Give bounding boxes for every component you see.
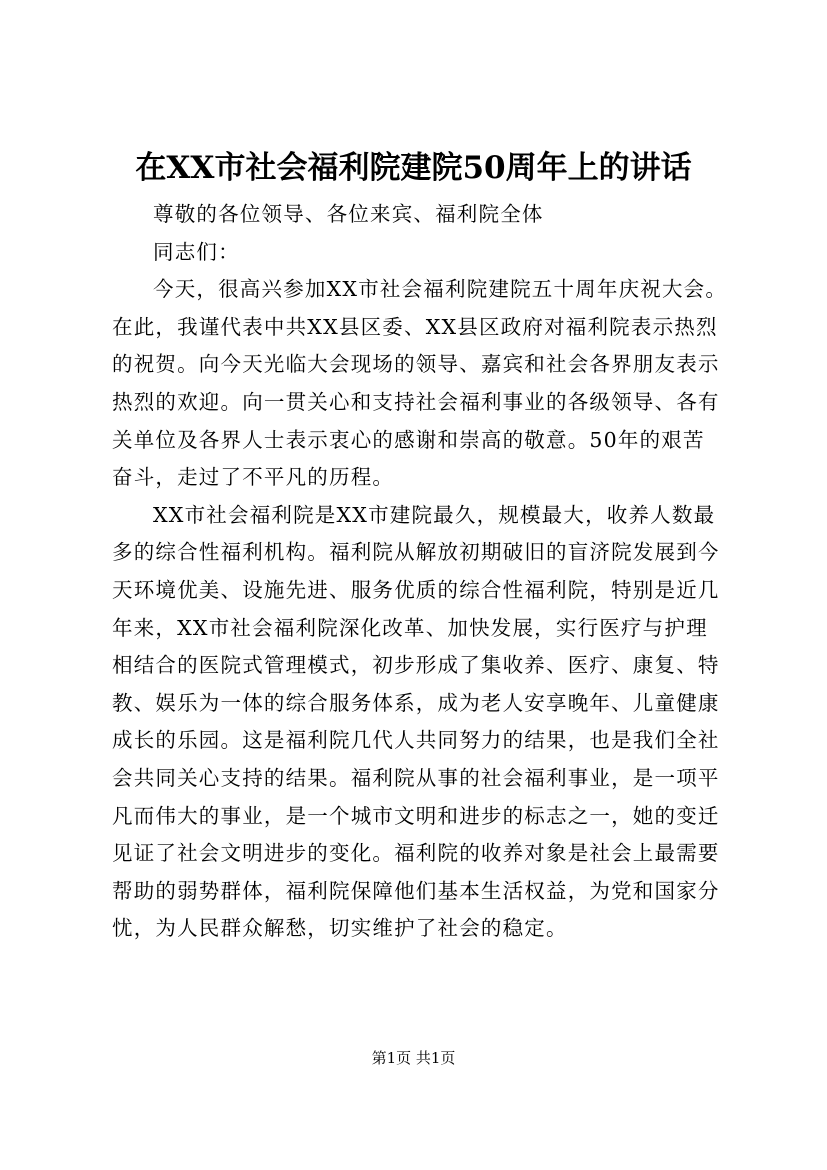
body-line: 在此，我谨代表中共XX县区委、XX县区政府对福利院表示热烈 [112,314,718,339]
page-footer [0,1047,827,1069]
body-line: 相结合的医院式管理模式，初步形成了集收养、医疗、康复、特 [112,653,720,678]
body-line: 多的综合性福利机构。福利院从解放初期破旧的盲济院发展到今 [112,540,720,565]
body-line: 热烈的欢迎。向一贯关心和支持社会福利事业的各级领导、各有 [112,389,720,414]
body-line: 年来，XX市社会福利院深化改革、加快发展，实行医疗与护理 [112,615,708,640]
body-line: 成长的乐园。这是福利院几代人共同努力的结果，也是我们全社 [112,728,720,753]
body-line: 奋斗，走过了不平凡的历程。 [112,465,395,490]
body-line: 凡而伟大的事业，是一个城市文明和进步的标志之一，她的变迁 [112,803,720,828]
body-line: 的祝贺。向今天光临大会现场的领导、嘉宾和社会各界朋友表示 [112,352,720,377]
body-line: 帮助的弱势群体，福利院保障他们基本生活权益，为党和国家分 [112,878,720,903]
body-line: 尊敬的各位领导、各位来宾、福利院全体 [153,202,544,226]
body-line: 会共同关心支持的结果。福利院从事的社会福利事业，是一项平 [112,765,720,790]
body-line: XX市社会福利院是XX市建院最久，规模最大，收养人数最 [153,502,716,527]
body-line: 教、娱乐为一体的综合服务体系，成为老人安享晚年、儿童健康 [112,690,720,715]
page-total: 共1页 [415,1049,456,1067]
body-line: 关单位及各界人士表示衷心的感谢和崇高的敬意。50年的艰苦 [112,427,705,452]
document-body [112,196,732,948]
body-line: 同志们： [153,239,240,264]
body-line: 见证了社会文明进步的变化。福利院的收养对象是社会上最需要 [112,841,720,866]
body-line: 天环境优美、设施先进、服务优质的综合性福利院，特别是近几 [112,577,720,602]
page-number: 第1页 [371,1049,412,1067]
body-line: 忧，为人民群众解愁，切实维护了社会的稳定。 [112,916,568,941]
body-line: 今天，很高兴参加XX市社会福利院建院五十周年庆祝大会。 [153,277,728,302]
document-title: 在XX市社会福利院建院50周年上的讲话 [135,150,692,186]
